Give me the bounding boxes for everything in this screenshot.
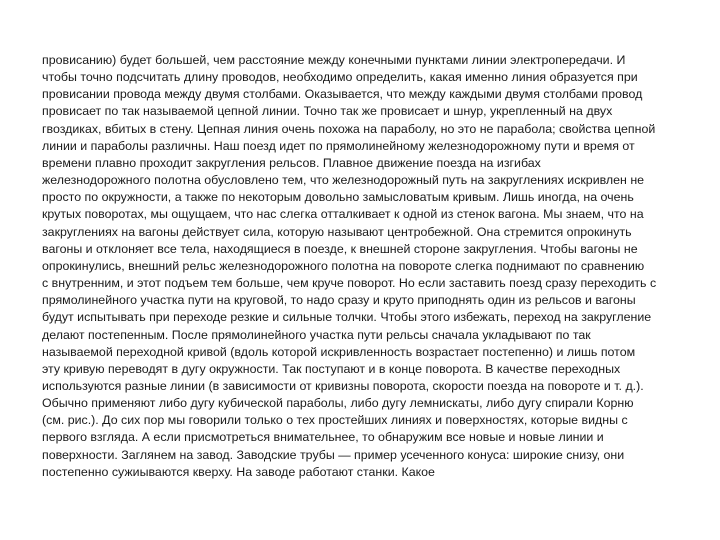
text-line: гвоздиках, вбитых в стену. Цепная линия очень похожа на параболу, но это не парабола; свойства цепной bbox=[42, 121, 656, 136]
text-line: чтобы точно подсчитать длину проводов, необходимо определить, какая именно линия образуется при bbox=[42, 70, 638, 85]
text-line: линии и параболы различны. Наш поезд идет по прямолинейному железнодорожному пути и время от bbox=[42, 138, 635, 153]
text-line: времени плавно проходит закругления рельсов. Плавное движение поезда на изгибах bbox=[42, 155, 541, 170]
text-line: провисанию) будет большей, чем расстояние между конечными пунктами линии электропередачи. И bbox=[42, 53, 626, 67]
text-line: провисании провода между двумя столбами. Оказывается, что между каждыми двумя столбами провод bbox=[42, 87, 643, 102]
text-line: постепенно сужиываются кверху. На заводе работают станки. Какое bbox=[42, 464, 435, 479]
body-text bbox=[42, 52, 687, 481]
text-line: поверхности. Заглянем на завод. Заводские трубы — пример усеченного конуса: широкие снизу, они bbox=[42, 447, 625, 462]
text-line: просто по окружности, а также по некоторым довольно замысловатым кривым. Лишь иногда, на очень bbox=[42, 190, 634, 205]
text-line: закруглениях на вагоны действует сила, которую называют центробежной. Она стремится опрокинуть bbox=[42, 224, 632, 239]
text-line: опрокинулись, внешний рельс железнодорожного полотна на повороте слегка поднимают по сравнению bbox=[42, 258, 645, 273]
text-line: первого взгляда. А если присмотреться внимательнее, то обнаружим все новые и новые линии и bbox=[42, 430, 604, 445]
text-line: крутых поворотах, мы ощущаем, что нас слегка отталкивает к одной из стенок вагона. Мы знаем, что на bbox=[42, 207, 644, 222]
text-line: эту кривую переводят в дугу окружности. Так поступают и в конце поворота. В качестве переходных bbox=[42, 361, 621, 376]
text-line: провисает по так называемой цепной линии. Точно так же провисает и шнур, укрепленный на двух bbox=[42, 104, 613, 119]
text-line: Обычно применяют либо дугу кубической параболы, либо дугу лемнискаты, либо дугу спирали Корню bbox=[42, 396, 634, 411]
text-line: (см. рис.). До сих пор мы говорили только о тех простейших линиях и поверхностях, которые видны с bbox=[42, 413, 628, 428]
text-line: используются разные линии (в зависимости от кривизны поворота, скорости поезда на повороте и т. д.). bbox=[42, 378, 644, 393]
text-line: будут испытывать при переходе резкие и сильные толчки. Чтобы этого избежать, переход на закругление bbox=[42, 310, 652, 325]
text-line: называемой переходной кривой (вдоль которой искривленность возрастает постепенно) и лишь потом bbox=[42, 344, 636, 359]
text-line: вагоны и отклоняет все тела, находящиеся в поезде, к внешней стороне закругления. Чтобы вагоны не bbox=[42, 241, 638, 256]
text-line: с внутренним, и этот подъем тем больше, чем круче поворот. Но если заставить поезд сразу переходить с bbox=[42, 276, 657, 291]
text-line: железнодорожного полотна обусловлено тем, что железнодорожный путь на закруглениях искривлен не bbox=[42, 173, 645, 188]
text-line: прямолинейного участка пути на круговой, то надо сразу и круто приподнять один из рельсов и вагоны bbox=[42, 293, 636, 308]
text-line: делают постепенным. После прямолинейного участка пути рельсы сначала укладывают по так bbox=[42, 327, 591, 342]
